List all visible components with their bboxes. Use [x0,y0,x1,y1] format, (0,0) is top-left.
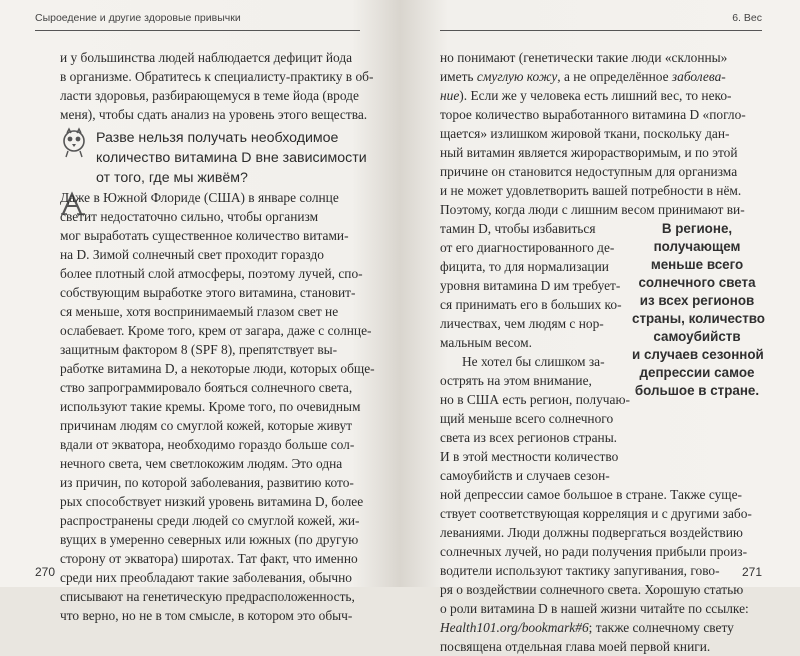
text-line: ласти здоровья, разбирающемуся в теме йода (вроде [60,88,359,103]
text-line: уровня витамина D им требует- [440,278,621,293]
text-line: от его диагностированного де- [440,240,615,255]
page-number-left: 270 [35,565,56,579]
pull-quote-line: и случаев сезонной [632,347,764,362]
pull-quote-line: меньше всего [650,257,744,272]
text-line: посвящена отдельная глава моей первой книги. [440,639,711,654]
text-line: щается» излишком жировой ткани, поскольку дан- [440,126,730,141]
pull-quote-line: из всех регионов [639,293,755,308]
text-line: но в США есть регион, получаю- [440,392,630,407]
pull-quote-line: получающем [653,239,741,254]
pull-quote-line: страны, количество [632,311,765,326]
text-line: причинам людям со смуглой кожей, которые живут [60,418,353,433]
question-line: Разве нельзя получать необходимое [96,130,339,146]
text-line: мог выработать существенное количество витами- [60,228,349,243]
text-line: тамин D, чтобы избавиться [440,221,596,236]
text-line: мальным весом. [440,335,532,350]
text-line: ствует соответствующая корреляция и с другими забо- [440,506,752,521]
text-line: о роли витамина D в нашей жизни читайте по ссылке: [440,601,749,616]
text-line: Не хотел бы слишком за- [462,354,605,369]
text-line: причине он становится недоступным для организма [440,164,738,179]
question-line: от того, где мы живём? [96,170,248,186]
pull-quote-line: большое в стране. [634,383,760,398]
pull-quote [632,220,765,400]
pull-quote-line: солнечного света [638,275,756,290]
text-line: личествах, чем людям с нор- [440,316,604,331]
text-line: Даже в Южной Флориде (США) в январе солнце [60,190,339,205]
intro-paragraph [60,48,374,124]
text-line: сторону от экватора) широтах. Тат факт, что именно [60,551,358,566]
text-line: ря о воздействии солнечного света. Хорошую статью [440,582,744,597]
text-line: среди них преобладают такие заболевания, обычно [60,570,352,585]
text-line: на D. Зимой солнечный свет проходит гораздо [60,247,324,262]
text-line: ный витамин является жирорастворимым, и по этой [440,145,738,160]
text-line: вущих в умеренно северных или южных (по другую [60,532,359,547]
text-line: щий меньше всего солнечного [440,411,614,426]
text-line: водители используют тактику запугивания, гово- [440,563,720,578]
text-line: ся принимать его в больших ко- [440,297,622,312]
text-line: острять на этом внимание, [440,373,592,388]
text-line: и у большинства людей наблюдается дефицит йода [60,50,353,65]
running-head-left: Сыроедение и другие здоровые привычки [35,12,241,24]
text-line: фицита, то для нормализации [440,259,609,274]
text-line: из причин, по которой заболевания, развитию кото- [60,475,354,490]
running-head-right: 6. Вес [732,12,762,24]
pull-quote-line: депрессии самое [639,365,755,380]
text-line: ние). Если же у человека есть лишний вес, то неко- [440,88,732,103]
text-line: торое количество выработанного витамина D «погло- [440,107,746,122]
text-line: работке витамина D, а некоторые люди, которых обще- [60,361,375,376]
text-line: рых способствует низкий уровень витамина D, более [60,494,364,509]
text-line: И в этой местности количество [440,449,619,464]
text-line: ство запрограммировало бояться солнечного света, [60,380,353,395]
text-line: иметь смуглую кожу, а не определённое заболева- [440,69,726,84]
text-line: ослабевает. Кроме того, крем от загара, даже с солнце- [60,323,372,338]
italic-text: смуглую кожу [476,69,558,84]
right-page [400,0,800,654]
text-line: используют такие кремы. Кроме того, по очевидным [60,399,361,414]
italic-text: заболева- [671,69,726,84]
left-page [0,0,400,623]
italic-text: ние [440,88,460,103]
text-line: нечного света, чем светлокожим людям. Это одна [60,456,343,471]
text-line: меня), чтобы сдать анализ на уровень этого вещества. [60,107,368,122]
text-line: что верно, но не в том смысле, в котором это обыч- [60,608,353,623]
answer-paragraph [60,188,375,625]
text-line: в организме. Обратитесь к специалисту-практику в об- [60,69,374,84]
header-rule-right [440,30,762,31]
header-rule-left [35,30,360,31]
text-line: собствующим выработке этого витамина, становит- [60,285,356,300]
text-line: солнечных лучей, но ради получения прибыли произ- [440,544,748,559]
text-line: защитным фактором 8 (SPF 8), препятствует вы- [60,342,338,357]
text-line: света из всех регионов страны. [440,430,618,445]
pull-quote-line: В регионе, [661,221,733,236]
text-line: распространены среди людей со смуглой кожей, жи- [60,513,360,528]
text-line: самоубийств и случаев сезон- [440,468,610,483]
text-line: Health101.org/bookmark#6; также солнечному свету [440,620,734,635]
text-line: леваниями. Люди должны подвергаться воздействию [440,525,743,540]
text-line: более плотный слой атмосферы, поэтому лучей, спо- [60,266,363,281]
question-owl-icon [60,128,88,158]
pull-quote-line: самоубийств [653,329,741,344]
text-line: Поэтому, когда люди с лишним весом принимают ви- [440,202,745,217]
text-line: списывают на генетическую предрасположенность, [60,589,355,604]
text-line: ся меньше, хотя воспринимаемый глазом свет не [60,304,339,319]
text-line: ной депрессии самое большое в стране. Также суще- [440,487,743,502]
question-line: количество витамина D вне зависимости [96,150,367,166]
text-line: вдали от экватора, необходимо гораздо больше сол- [60,437,355,452]
page-number-right: 271 [741,565,762,579]
text-line: светит недостаточно сильно, чтобы организм [60,209,319,224]
question-heading [96,128,366,188]
italic-text: Health101.org/bookmark#6 [440,620,589,635]
text-line: и не может удовлетворить вашей потребности в нём. [440,183,742,198]
text-line: но понимают (генетически такие люди «склонны» [440,50,728,65]
